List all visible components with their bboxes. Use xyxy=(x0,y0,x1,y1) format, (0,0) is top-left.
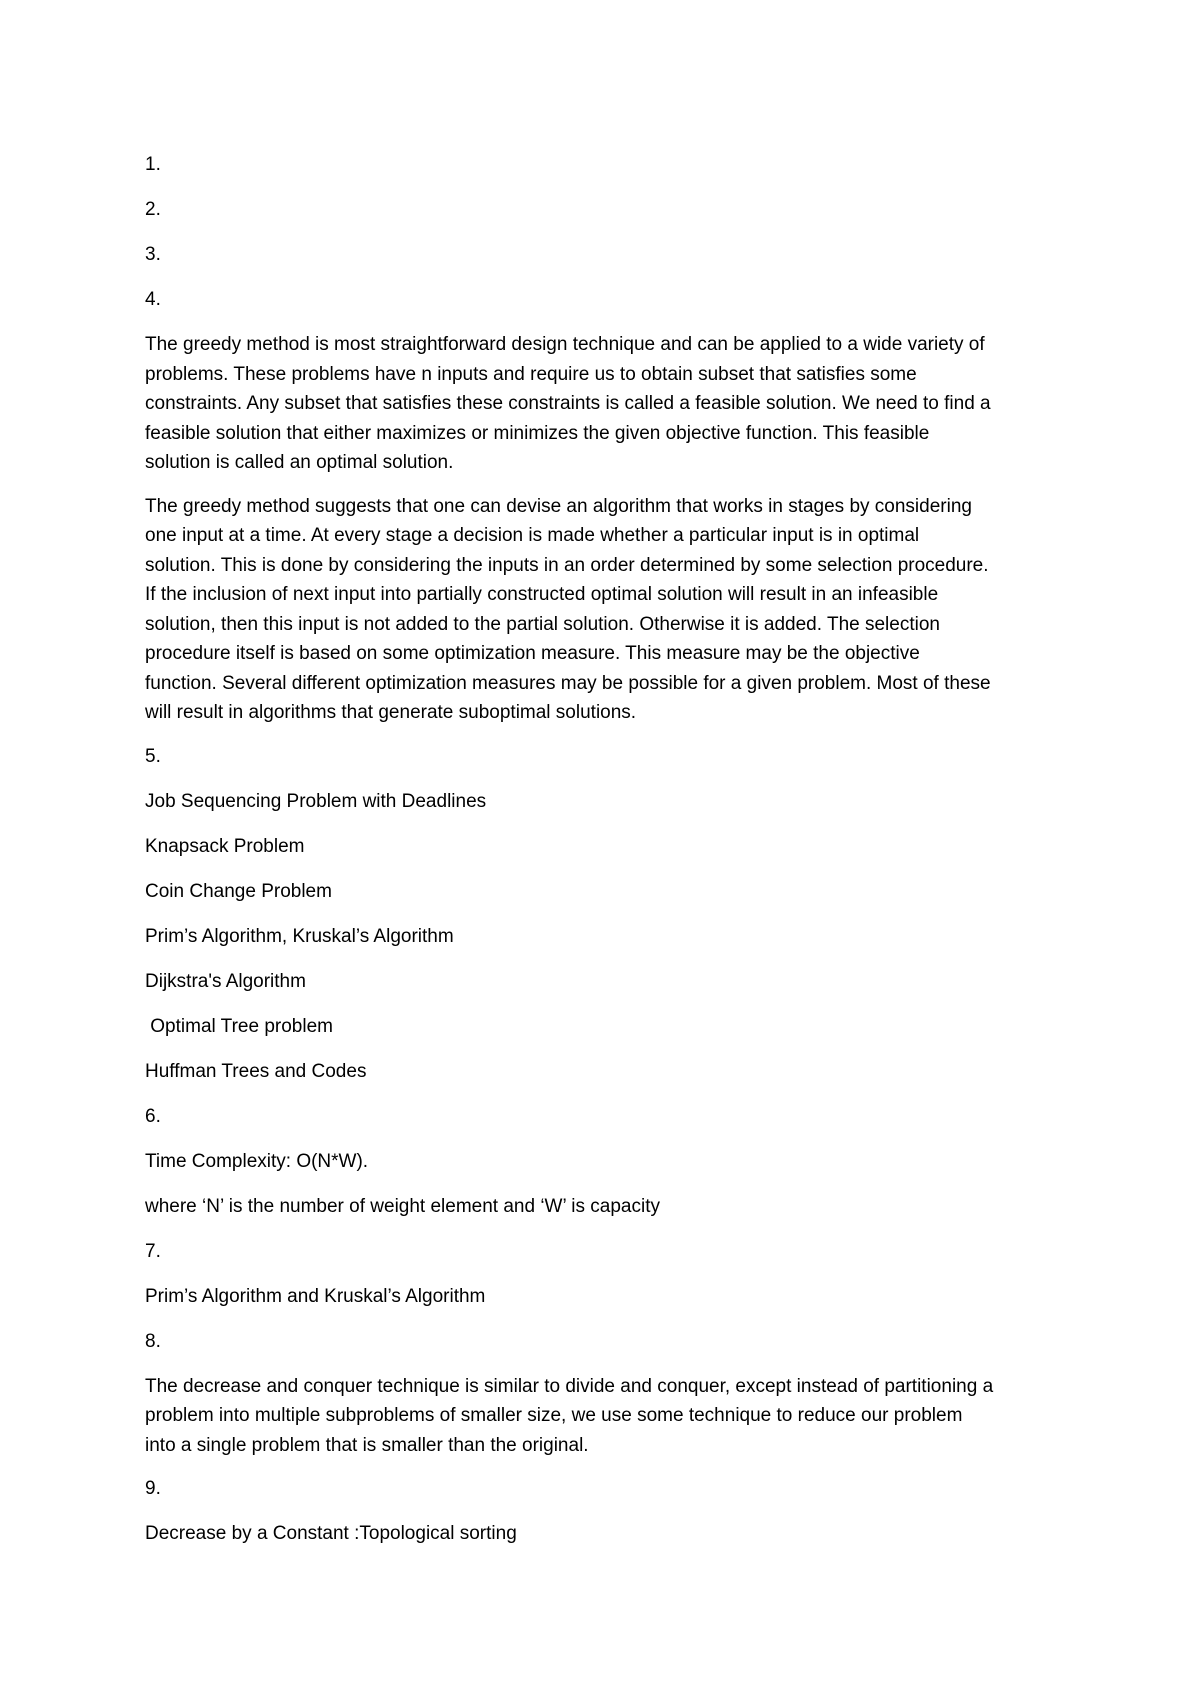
decrease-constant-line: Decrease by a Constant :Topological sorting xyxy=(145,1523,517,1544)
item-number-5: 5. xyxy=(145,745,161,767)
greedy-definition-paragraph: The greedy method is most straightforward design technique and can be applied to a wide variety of problems. These problems have n inputs and require us to obtain subset that satisfies some constraints. Any subset that satisfies these constraints is called a feasible solution. We need to find a feasible solution that either maximizes or minimizes the given objective function. This feasible solution is called an optimal solution. xyxy=(145,334,991,473)
item-number-4: 4. xyxy=(145,289,161,310)
item-number-7: 7. xyxy=(145,1240,161,1262)
time-complexity-line: Time Complexity: O(N*W). xyxy=(145,1150,369,1172)
item-number-6: 6. xyxy=(145,1105,161,1127)
item-number-9: 9. xyxy=(145,1478,161,1499)
greedy-example-item: Knapsack Problem xyxy=(145,835,305,857)
item-number-1: 1. xyxy=(145,154,161,175)
time-complexity-note: where ‘N’ is the number of weight element and ‘W’ is capacity xyxy=(145,1195,660,1217)
greedy-example-item: Huffman Trees and Codes xyxy=(145,1060,367,1082)
greedy-example-item: Job Sequencing Problem with Deadlines xyxy=(145,790,487,812)
greedy-approach-paragraph: The greedy method suggests that one can devise an algorithm that works in stages by considering one input at a time. At every stage a decision is made whether a particular input is in optimal solution. This is done by considering the inputs in an order determined by some selection procedure. If the inclusion of next input into partially constructed optimal solution will result in an infeasible solution, then this input is not added to the partial solution. Otherwise it is added. The selection procedure itself is based on some optimization measure. This measure may be the objective function. Several different optimization measures may be possible for a given problem. Most of these will result in algorithms that generate suboptimal solutions. xyxy=(145,495,991,723)
item-number-2: 2. xyxy=(145,199,161,220)
decrease-conquer-paragraph: The decrease and conquer technique is similar to divide and conquer, except instead of partitioning a problem into multiple subproblems of smaller size, we use some technique to reduce our problem into a single problem that is smaller than the original. xyxy=(145,1375,994,1456)
greedy-example-item: Prim’s Algorithm, Kruskal’s Algorithm xyxy=(145,925,454,947)
item-number-8: 8. xyxy=(145,1330,161,1352)
greedy-example-item: Coin Change Problem xyxy=(145,880,332,902)
greedy-example-item: Dijkstra's Algorithm xyxy=(145,970,306,992)
document-body xyxy=(145,150,1065,1564)
greedy-example-item: Optimal Tree problem xyxy=(145,1015,333,1037)
item-number-3: 3. xyxy=(145,244,161,265)
mst-algorithms-line: Prim’s Algorithm and Kruskal’s Algorithm xyxy=(145,1285,486,1307)
